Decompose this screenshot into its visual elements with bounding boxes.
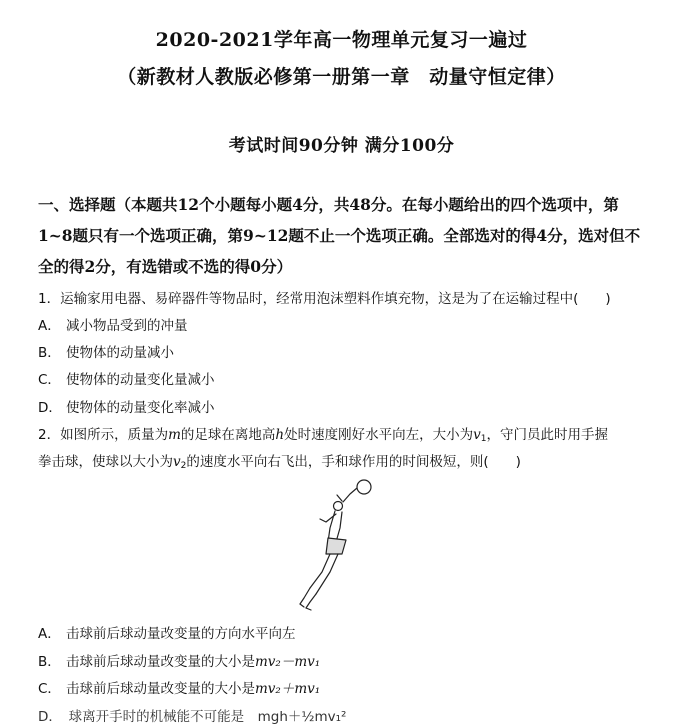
stem-text: 处时速度刚好水平向左，大小为 xyxy=(284,427,474,443)
option-label: A． xyxy=(38,318,61,334)
option-label: C． xyxy=(38,681,61,697)
exam-info: 考试时间90分钟 满分100分 xyxy=(228,136,455,156)
question-1-stem: 1．运输家用电器、易碎器件等物品时，经常用泡沫塑料作填充物，这是为了在运输过程中( ) xyxy=(38,291,611,307)
goalkeeper-figure xyxy=(290,476,390,611)
subscript: 2 xyxy=(180,461,187,471)
var-v1: v xyxy=(473,427,481,443)
option-label: C． xyxy=(38,372,61,388)
section-heading: 一、选择题（本题共12个小题每小题4分，共48分。在每小题给出的四个选项中，第1~8题只有一个选项正确，第9~12题不止一个选项正确。全部选对的得4分，选对但不全的得2分，有选错或不选的得0分） xyxy=(38,195,641,276)
q2-option-a xyxy=(38,622,296,642)
subscript: 1 xyxy=(480,434,487,444)
document-title: 2020-2021学年高一物理单元复习一遍过 xyxy=(155,29,528,51)
stem-text: 的足球在离地高 xyxy=(180,427,276,443)
stem-text: 的速度水平向右飞出，手和球作用的时间极短，则( ) xyxy=(186,454,521,470)
q2-option-c xyxy=(38,677,320,697)
option-text: 击球前后球动量改变量的方向水平向左 xyxy=(66,626,296,642)
option-expression: mv₂＋mv₁ xyxy=(255,681,321,697)
stem-text: 拳击球，使球以大小为 xyxy=(38,454,173,470)
option-label: B． xyxy=(38,345,61,361)
option-text: 减小物品受到的冲量 xyxy=(66,318,188,334)
option-text: 使物体的动量变化率减小 xyxy=(66,400,215,416)
option-label: D． xyxy=(38,400,62,416)
question-2-stem xyxy=(38,423,608,444)
ball-icon xyxy=(357,480,371,494)
option-expression: mv₂－mv₁ xyxy=(255,654,321,670)
document-subtitle: （新教材人教版必修第一册第一章 动量守恒定律） xyxy=(117,66,566,88)
option-label: A． xyxy=(38,626,61,642)
q2-option-b xyxy=(38,650,320,670)
q1-option-b xyxy=(38,341,174,361)
q1-option-d xyxy=(38,396,215,416)
question-2-stem-line2 xyxy=(38,450,521,471)
var-h: h xyxy=(275,427,285,443)
option-label: B． xyxy=(38,654,61,670)
option-text: 使物体的动量减小 xyxy=(66,345,174,361)
q2-option-d-partial: D． 球离开手时的机械能不可能是 mgh＋½mv₁² xyxy=(38,709,347,725)
stem-text: ，守门员此时用手握 xyxy=(486,427,608,443)
stem-text: 2．如图所示，质量为 xyxy=(38,427,169,443)
option-text: 使物体的动量变化量减小 xyxy=(66,372,215,388)
var-v2: v xyxy=(173,454,181,470)
q1-option-c xyxy=(38,368,215,388)
q1-option-a xyxy=(38,314,188,334)
var-m: m xyxy=(168,427,181,443)
option-text: 击球前后球动量改变量的大小是 xyxy=(66,654,255,670)
option-text: 击球前后球动量改变量的大小是 xyxy=(66,681,255,697)
